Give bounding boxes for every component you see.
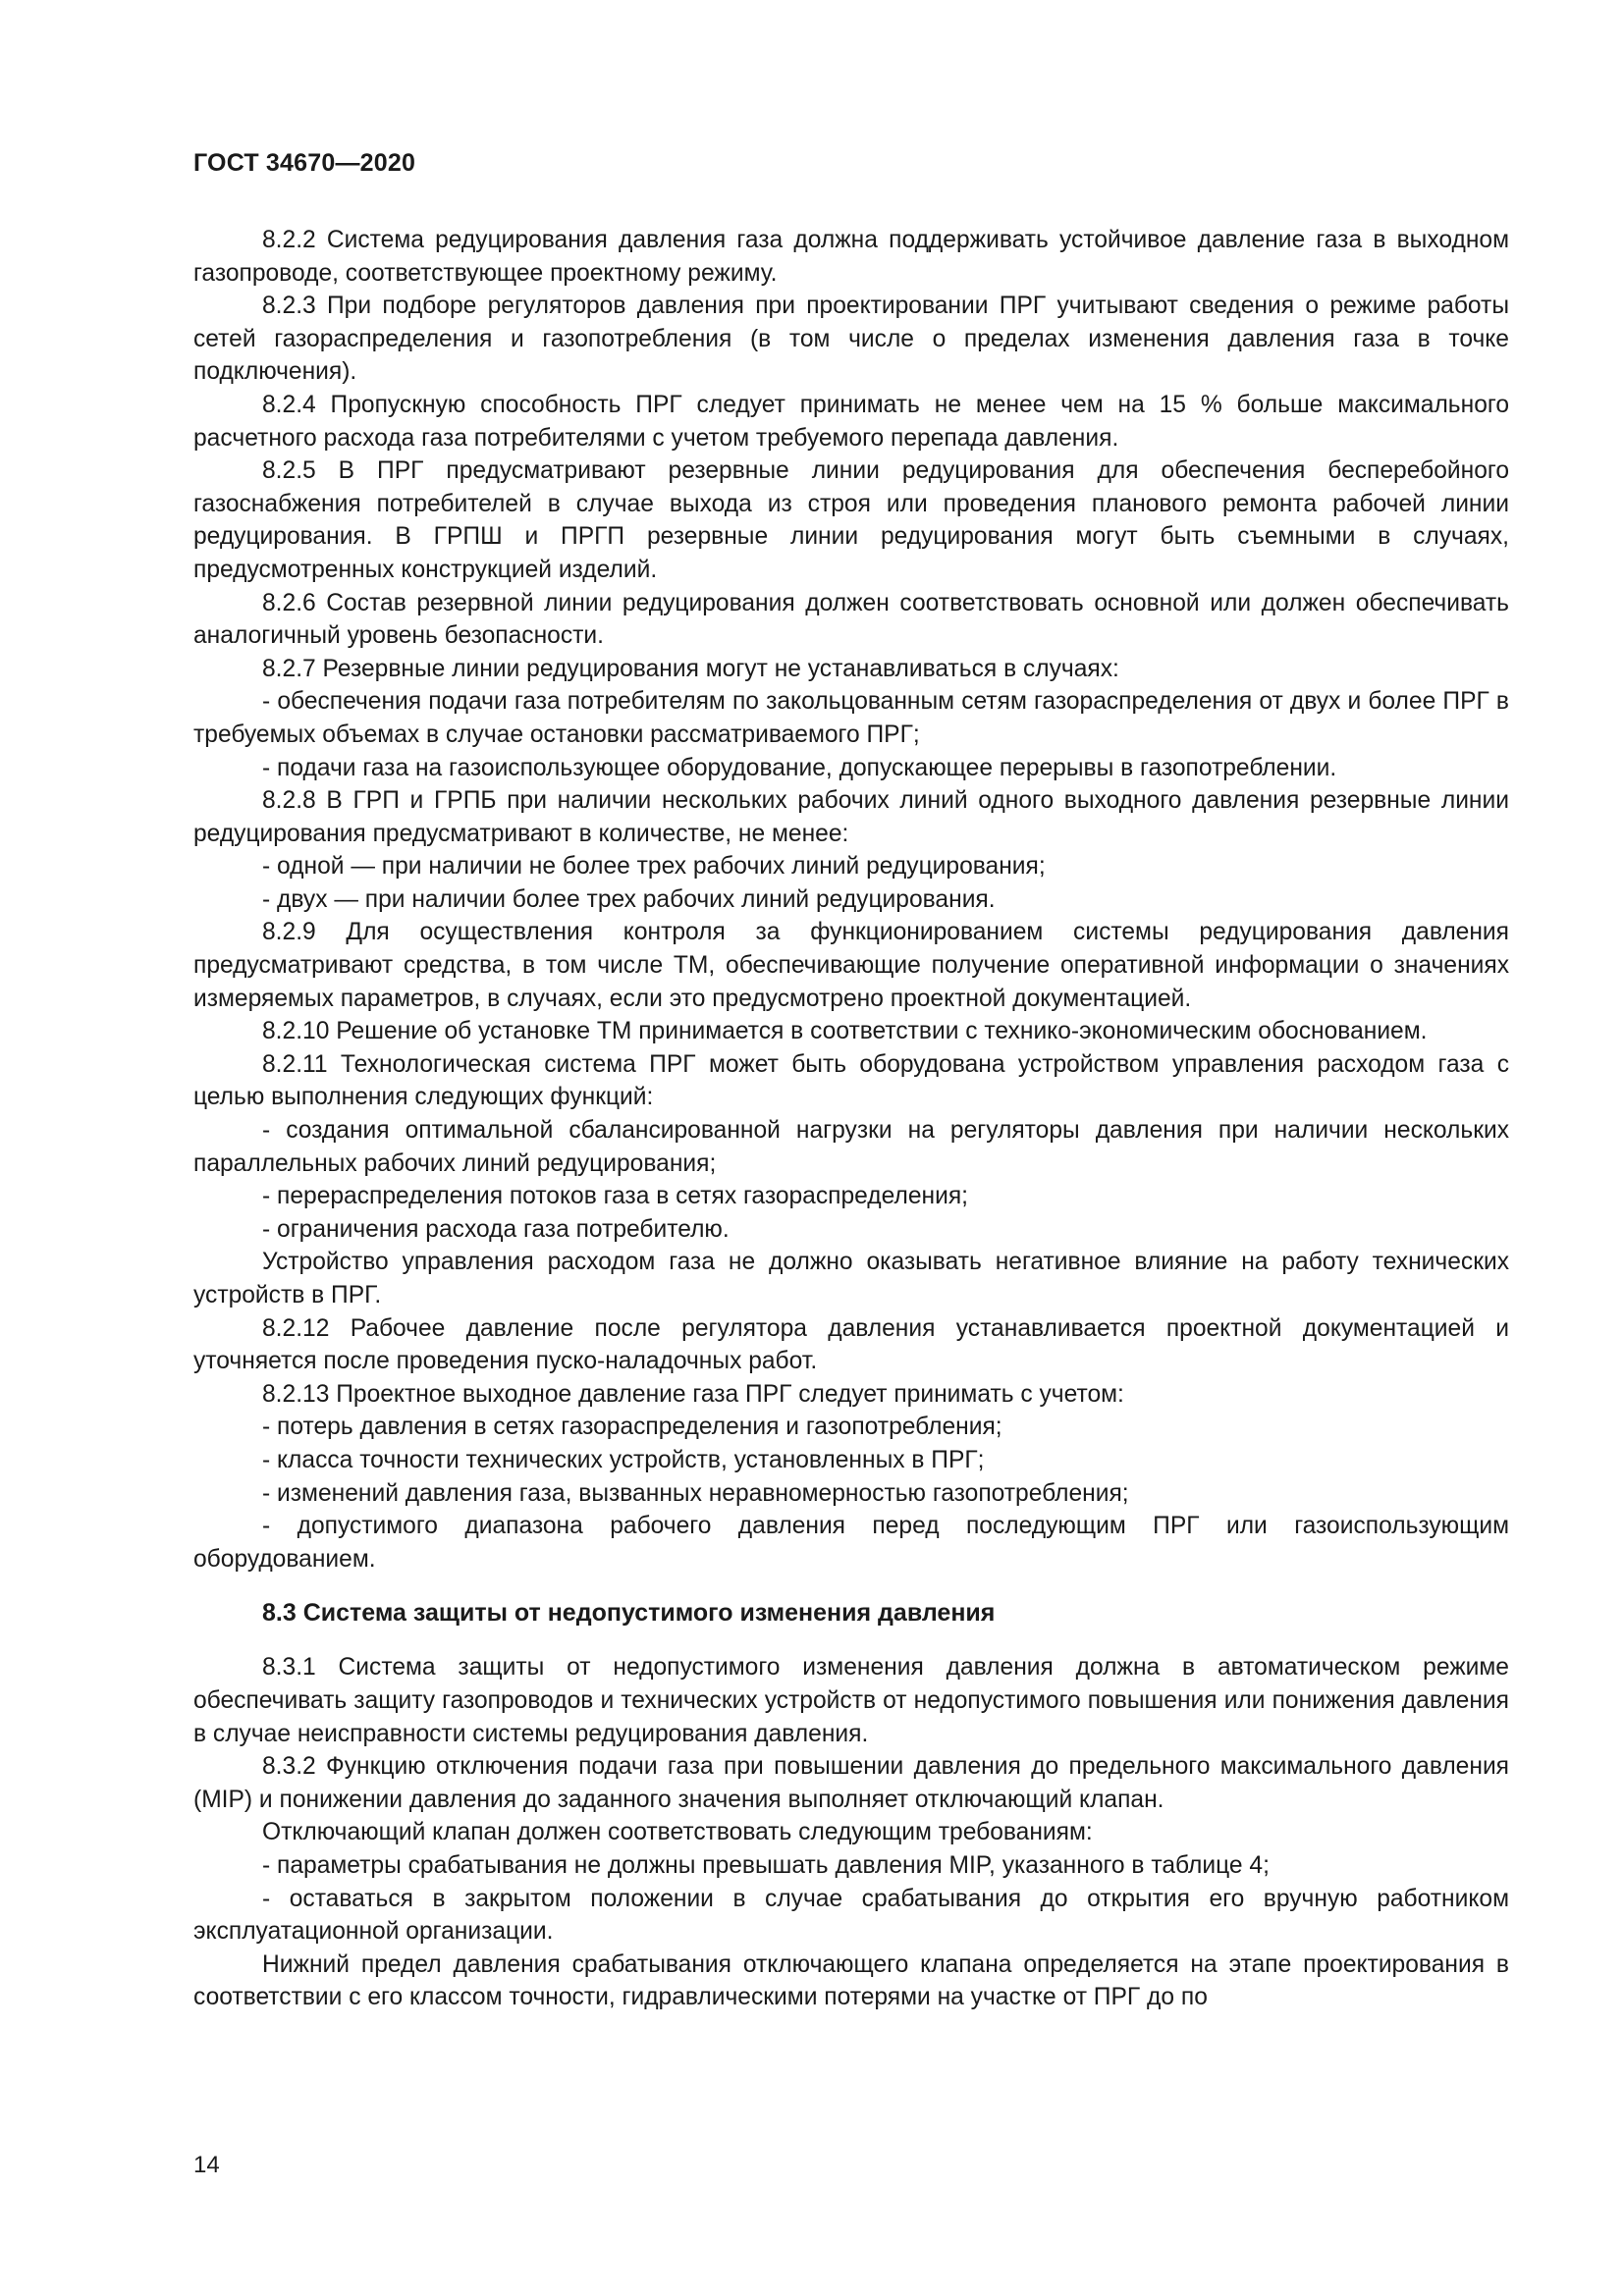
section-heading: 8.3 Система защиты от недопустимого изменения давления: [262, 1599, 996, 1628]
list-item: - изменений давления газа, вызванных неравномерностью газопотребления;: [262, 1479, 1129, 1507]
paragraph: 8.2.8 В ГРП и ГРПБ при наличии нескольких рабочих линий одного выходного давления резервные линии редуцирования предусматривают в количестве, не менее:: [193, 787, 1509, 847]
list-item: - ограничения расхода газа потребителю.: [262, 1215, 730, 1243]
document-body: [193, 224, 1509, 2014]
list-item: - подачи газа на газоиспользующее оборудование, допускающее перерывы в газопотреблении.: [262, 754, 1337, 781]
paragraph: Устройство управления расходом газа не должно оказывать негативное влияние на работу технических устройств в ПРГ.: [193, 1249, 1509, 1308]
list-item: - потерь давления в сетях газораспределения и газопотребления;: [262, 1414, 1002, 1441]
paragraph: 8.3.1 Система защиты от недопустимого изменения давления должна в автоматическом режиме обеспечивать защиту газопроводов и технических устройств от недопустимого повышения или понижения давления в случае неисправности системы редуцирования давления.: [193, 1654, 1509, 1747]
paragraph: Нижний предел давления срабатывания отключающего клапана определяется на этапе проектирования в соответствии с его классом точности, гидравлическими потерями на участке от ПРГ до по: [193, 1950, 1509, 2011]
list-item: - двух — при наличии более трех рабочих линий редуцирования.: [262, 885, 996, 913]
list-item: - перераспределения потоков газа в сетях газораспределения;: [262, 1183, 968, 1210]
list-item: - класса точности технических устройств, установленных в ПРГ;: [262, 1446, 985, 1473]
list-item: - создания оптимальной сбалансированной нагрузки на регуляторы давления при наличии нескольких параллельных рабочих линий редуцирования;: [193, 1117, 1509, 1177]
list-item: - одной — при наличии не более трех рабочих линий редуцирования;: [262, 853, 1046, 881]
paragraph: 8.2.7 Резервные линии редуцирования могут не устанавливаться в случаях:: [262, 655, 1119, 682]
paragraph: 8.2.4 Пропускную способность ПРГ следует принимать не менее чем на 15 % больше максимального расчетного расхода газа потребителями с учетом требуемого перепада давления.: [193, 391, 1509, 452]
paragraph: 8.2.11 Технологическая система ПРГ может быть оборудована устройством управления расходом газа с целью выполнения следующих функций:: [193, 1050, 1509, 1111]
paragraph: 8.2.10 Решение об установке ТМ принимается в соответствии с технико-экономическим обоснованием.: [262, 1018, 1428, 1045]
paragraph: 8.2.2 Система редуцирования давления газа должна поддерживать устойчивое давление газа в выходном газопроводе, соответствующее проектному режиму.: [193, 227, 1509, 287]
paragraph: 8.2.3 При подборе регуляторов давления при проектировании ПРГ учитывают сведения о режиме работы сетей газораспределения и газопотребления (в том числе о пределах изменения давления газа в точке подключения).: [193, 293, 1509, 386]
page-number: 14: [193, 2152, 220, 2178]
list-item: - обеспечения подачи газа потребителям по закольцованным сетям газораспределения от двух и более ПРГ в требуемых объемах в случае остановки рассматриваемого ПРГ;: [193, 688, 1509, 748]
list-item: - оставаться в закрытом положении в случае срабатывания до открытия его вручную работником эксплуатационной организации.: [193, 1885, 1509, 1946]
paragraph: 8.2.6 Состав резервной линии редуцирования должен соответствовать основной или должен обеспечивать аналогичный уровень безопасности.: [193, 589, 1509, 650]
paragraph: 8.3.2 Функцию отключения подачи газа при повышении давления до предельного максимального давления (MIP) и понижении давления до заданного значения выполняет отключающий клапан.: [193, 1753, 1509, 1813]
document-header: ГОСТ 34670—2020: [193, 149, 416, 177]
paragraph: Отключающий клапан должен соответствовать следующим требованиям:: [262, 1819, 1093, 1846]
paragraph: 8.2.5 В ПРГ предусматривают резервные линии редуцирования для обеспечения бесперебойного газоснабжения потребителей в случае выхода из строя или проведения планового ремонта рабочей линии редуцирования. В ГРПШ и ПРГП резервные линии редуцирования могут быть съемными в случаях, предусмотренных конструкцией изделий.: [193, 457, 1509, 583]
list-item: - допустимого диапазона рабочего давления перед последующим ПРГ или газоиспользующим оборудованием.: [193, 1513, 1509, 1573]
paragraph: 8.2.9 Для осуществления контроля за функционированием системы редуцирования давления предусматривают средства, в том числе ТМ, обеспечивающие получение оперативной информации о значениях измеряемых параметров, в случаях, если это предусмотрено проектной документацией.: [193, 919, 1509, 1012]
list-item: - параметры срабатывания не должны превышать давления MIP, указанного в таблице 4;: [262, 1851, 1270, 1879]
paragraph: 8.2.13 Проектное выходное давление газа ПРГ следует принимать с учетом:: [262, 1380, 1124, 1408]
paragraph: 8.2.12 Рабочее давление после регулятора давления устанавливается проектной документацией и уточняется после проведения пуско-наладочных работ.: [193, 1314, 1509, 1375]
